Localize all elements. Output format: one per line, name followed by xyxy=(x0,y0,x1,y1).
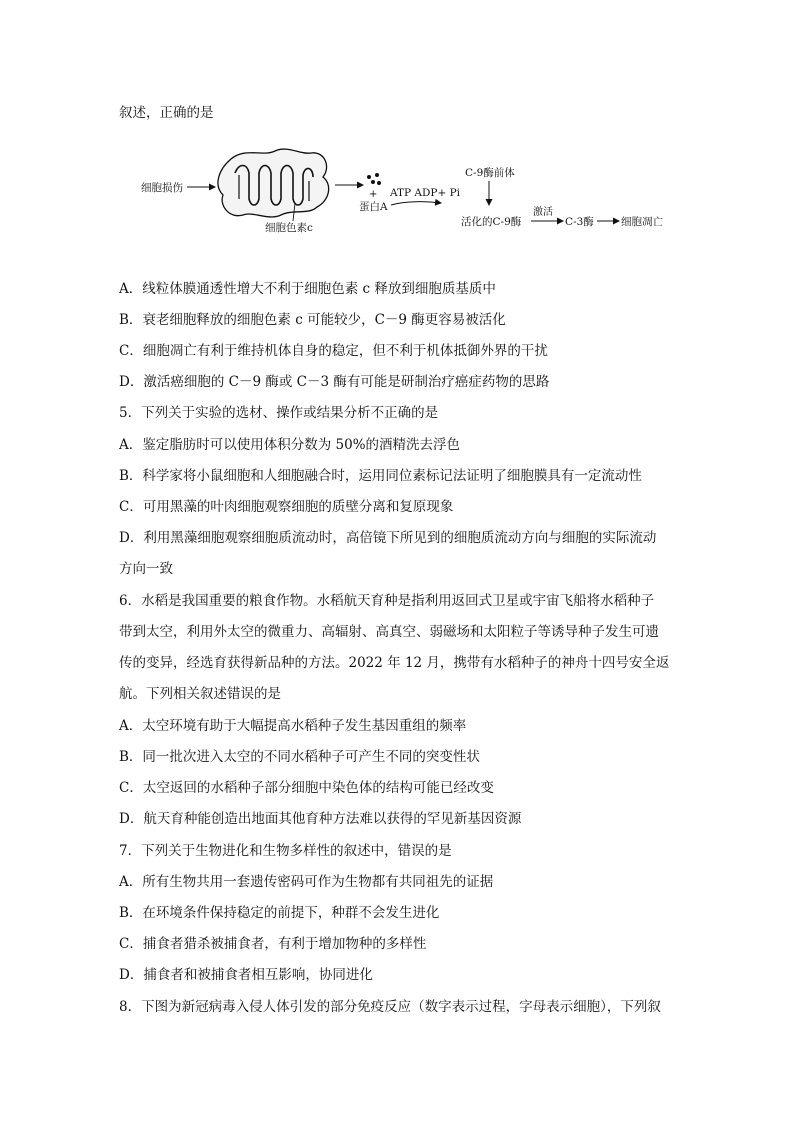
mitochondrion-icon xyxy=(218,149,329,217)
q7-stem: 7．下列关于生物进化和生物多样性的叙述中，错误的是 xyxy=(119,843,452,859)
q5-option-c: C．可用黑藻的叶肉细胞观察细胞的质壁分离和复原现象 xyxy=(119,499,454,515)
q4-option-b: B．衰老细胞释放的细胞色素 c 可能较少，C－9 酶更容易被活化 xyxy=(119,312,506,328)
label-protein-a: 蛋白A xyxy=(359,201,388,213)
q6-option-c: C．太空返回的水稻种子部分细胞中染色体的结构可能已经改变 xyxy=(119,780,494,796)
label-apoptosis: 细胞凋亡 xyxy=(621,216,663,228)
plus-sign: + xyxy=(369,189,378,200)
q6-stem-2: 带到太空，利用外太空的微重力、高辐射、高真空、弱磁场和太阳粒子等诱导种子发生可遗 xyxy=(119,624,659,640)
q8-stem: 8．下图为新冠病毒入侵人体引发的部分免疫反应（数字表示过程，字母表示细胞），下列叙 xyxy=(119,999,661,1015)
label-activated-c9: 活化的C-9酶 xyxy=(461,216,522,228)
q6-option-a: A．太空环境有助于大幅提高水稻种子发生基因重组的频率 xyxy=(119,718,467,734)
intro-text: 叙述，正确的是 xyxy=(119,105,214,121)
q5-option-d-cont: 方向一致 xyxy=(119,561,173,577)
label-c3: C-3酶 xyxy=(565,216,594,228)
label-activate: 激活 xyxy=(533,207,553,218)
q6-stem-3: 传的变异，经选育获得新品种的方法。2022 年 12 月，携带有水稻种子的神舟十四号安全返 xyxy=(119,655,670,671)
q4-option-c: C．细胞凋亡有利于维持机体自身的稳定，但不利于机体抵御外界的干扰 xyxy=(119,343,548,359)
q5-option-b: B．科学家将小鼠细胞和人细胞融合时，运用同位素标记法证明了细胞膜具有一定流动性 xyxy=(119,468,642,484)
q4-option-a: A．线粒体膜通透性增大不利于细胞色素 c 释放到细胞质基质中 xyxy=(119,281,496,297)
q6-option-d: D．航天育种能创造出地面其他育种方法难以获得的罕见新基因资源 xyxy=(119,811,522,827)
q7-option-c: C．捕食者猎杀被捕食者，有利于增加物种的多样性 xyxy=(119,936,427,952)
label-atp-adp: ATP ADP+ Pi xyxy=(390,187,461,199)
q7-option-b: B．在环境条件保持稳定的前提下，种群不会发生进化 xyxy=(119,905,440,921)
q5-option-d: D．利用黑藻细胞观察细胞质流动时，高倍镜下所见到的细胞质流动方向与细胞的实际流动 xyxy=(119,530,657,546)
label-cytochrome-c: 细胞色素c xyxy=(265,222,313,234)
q7-option-a: A．所有生物共用一套遗传密码可作为生物都有共同祖先的证据 xyxy=(119,874,494,890)
q6-stem-1: 6．水稻是我国重要的粮食作物。水稻航天育种是指利用返回式卫星或宇宙飞船将水稻种子 xyxy=(119,593,655,609)
cytochrome-dots xyxy=(367,173,381,185)
q6-stem-4: 航。下列相关叙述错误的是 xyxy=(119,686,281,702)
q5-stem: 5．下列关于实验的选材、操作或结果分析不正确的是 xyxy=(119,405,439,421)
q7-option-d: D．捕食者和被捕食者相互影响，协同进化 xyxy=(119,967,373,983)
q5-option-a: A．鉴定脂肪时可以使用体积分数为 50%的酒精洗去浮色 xyxy=(119,437,461,453)
apoptosis-pathway-diagram xyxy=(135,145,695,245)
label-c9-precursor: C-9酶前体 xyxy=(465,167,515,179)
q4-option-d: D．激活癌细胞的 C－9 酶或 C－3 酶有可能是研制治疗癌症药物的思路 xyxy=(119,374,550,390)
label-cell-damage: 细胞损伤 xyxy=(141,182,183,194)
q6-option-b: B．同一批次进入太空的不同水稻种子可产生不同的突变性状 xyxy=(119,749,480,765)
arrow-atp xyxy=(391,202,441,205)
